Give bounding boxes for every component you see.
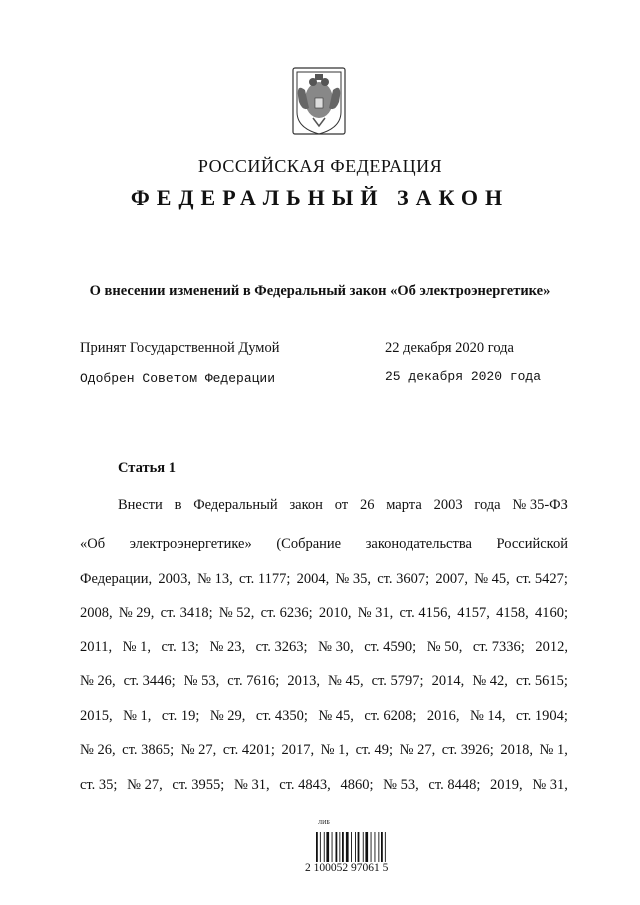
body-word: ст. 3263;: [255, 639, 308, 655]
body-word: ст. 7616;: [227, 673, 280, 689]
law-subject: О внесении изменений в Федеральный закон «Об электроэнергетике»: [89, 283, 551, 299]
body-word: № 29,: [209, 708, 246, 724]
body-word: ст. 3607;: [377, 571, 430, 587]
body-word: № 23,: [209, 639, 246, 655]
body-line: [80, 777, 568, 794]
body-word: № 27,: [399, 742, 436, 758]
body-word: ст. 8448;: [428, 777, 481, 793]
body-word: 2007,: [435, 571, 468, 587]
body-word: ст. 7336;: [472, 639, 525, 655]
body-word: № 27,: [127, 777, 163, 793]
body-word: ст. 35;: [80, 777, 118, 793]
body-word: 2010,: [318, 605, 352, 621]
body-word: 26: [359, 497, 375, 513]
country-title: РОССИЙСКАЯ ФЕДЕРАЦИЯ: [197, 156, 443, 176]
body-word: № 50,: [426, 639, 463, 655]
body-word: № 31,: [357, 605, 394, 621]
body-word: № 30,: [318, 639, 354, 655]
body-word: ст. 1177;: [238, 571, 291, 587]
body-word: Российской: [496, 536, 568, 552]
body-word: 2012,: [535, 639, 568, 655]
barcode-bar: [326, 832, 329, 862]
body-word: ст. 6208;: [364, 708, 417, 724]
barcode-bar: [346, 832, 349, 862]
body-word: № 31,: [234, 777, 270, 793]
body-word: 4158,: [496, 605, 529, 621]
body-word: № 1,: [123, 708, 152, 724]
body-word: № 26,: [80, 673, 116, 689]
body-word: ст. 19;: [161, 708, 200, 724]
body-word: № 53,: [183, 673, 220, 689]
barcode-mark: ЛИБ: [318, 820, 330, 826]
body-word: ст. 3446;: [123, 673, 176, 689]
body-word: 2016,: [426, 708, 460, 724]
body-word: ст. 4201;: [222, 742, 275, 758]
barcode-bar: [355, 832, 356, 862]
article-title: Статья 1: [118, 460, 176, 476]
barcode-bar: [320, 832, 321, 862]
barcode-bar: [324, 832, 325, 862]
body-word: ст. 5797;: [371, 673, 424, 689]
body-word: 2019,: [490, 777, 523, 793]
body-word: закон: [289, 497, 323, 513]
body-word: ст. 49;: [355, 742, 394, 758]
body-word: ст. 13;: [161, 639, 199, 655]
law-type-title: ФЕДЕРАЛЬНЫЙ ЗАКОН: [130, 185, 510, 210]
body-word: № 29,: [118, 605, 155, 621]
body-word: 4160;: [534, 605, 568, 621]
body-line: [80, 536, 568, 553]
body-word: № 42,: [472, 673, 508, 689]
body-word: Федеральный: [193, 497, 278, 513]
adopted-by-label: Принят Государственной Думой: [80, 340, 280, 356]
body-word: ст. 3926;: [441, 742, 494, 758]
body-word: ст. 1904;: [516, 708, 568, 724]
body-word: 2017,: [281, 742, 315, 758]
barcode-bar: [336, 832, 338, 862]
body-line: [80, 742, 568, 759]
body-word: ст. 4350;: [255, 708, 308, 724]
body-word: Федерации,: [80, 571, 153, 587]
barcode-bar: [358, 832, 360, 862]
body-word: № 26,: [80, 742, 116, 758]
approved-date: 25 декабря 2020 года: [385, 369, 542, 384]
body-word: 2018,: [500, 742, 533, 758]
body-word: ст. 4590;: [364, 639, 417, 655]
body-word: ст. 6236;: [260, 605, 313, 621]
body-word: № 27,: [180, 742, 217, 758]
body-word: № 13,: [197, 571, 233, 587]
barcode-bar: [316, 832, 318, 862]
body-word: № 45,: [327, 673, 364, 689]
body-word: 2013,: [287, 673, 320, 689]
body-line: [80, 571, 568, 588]
body-line: [118, 497, 568, 514]
barcode-bar: [332, 832, 333, 862]
body-word: № 1,: [539, 742, 568, 758]
approved-by-label: Одобрен Советом Федерации: [80, 371, 276, 386]
body-word: 4860;: [340, 777, 374, 793]
body-word: № 45,: [318, 708, 354, 724]
body-word: 2004,: [296, 571, 330, 587]
body-word: № 31,: [532, 777, 568, 793]
body-word: от: [334, 497, 349, 513]
barcode-bar: [351, 832, 352, 862]
body-word: № 35-ФЗ: [512, 497, 568, 513]
body-word: ст. 5615;: [515, 673, 568, 689]
body-word: № 1,: [320, 742, 349, 758]
adopted-date: 22 декабря 2020 года: [385, 340, 514, 356]
body-line: [80, 673, 568, 690]
body-line: [80, 639, 568, 656]
barcode-bar: [365, 832, 368, 862]
body-word: законодательства: [365, 536, 472, 552]
body-word: электроэнергетике»: [129, 536, 252, 552]
body-word: ст. 5427;: [516, 571, 568, 587]
body-word: 2011,: [80, 639, 113, 655]
body-line: [80, 708, 568, 725]
body-word: № 1,: [122, 639, 151, 655]
barcode-bar: [363, 832, 364, 862]
body-word: 2008,: [80, 605, 113, 621]
barcode-icon: [316, 832, 388, 862]
body-word: ст. 3955;: [172, 777, 225, 793]
body-word: ст. 3418;: [160, 605, 213, 621]
body-word: 2003: [433, 497, 463, 513]
body-line: [80, 605, 568, 622]
body-word: № 53,: [383, 777, 419, 793]
body-word: ст. 4156,: [399, 605, 452, 621]
body-word: 2003,: [158, 571, 191, 587]
coat-of-arms-icon: [285, 62, 353, 140]
barcode-bar: [342, 832, 344, 862]
body-word: ст. 4843,: [279, 777, 331, 793]
body-word: в: [174, 497, 182, 513]
body-word: 2015,: [80, 708, 113, 724]
barcode-bar: [378, 832, 379, 862]
body-word: марта: [386, 497, 422, 513]
body-word: 4157,: [457, 605, 490, 621]
body-word: (Собрание: [276, 536, 342, 552]
body-word: 2014,: [431, 673, 465, 689]
barcode-bar: [385, 832, 386, 862]
body-word: «Об: [80, 536, 106, 552]
barcode-bar: [339, 832, 340, 862]
body-word: № 14,: [469, 708, 506, 724]
barcode-bar: [381, 832, 383, 862]
body-word: № 45,: [474, 571, 510, 587]
body-word: № 35,: [335, 571, 371, 587]
body-word: ст. 3865;: [122, 742, 175, 758]
body-word: года: [474, 497, 501, 513]
barcode-number: 2 100052 97061 5: [305, 862, 389, 874]
barcode-bar: [375, 832, 376, 862]
body-word: Внести: [118, 497, 163, 513]
body-word: № 52,: [218, 605, 255, 621]
barcode-bar: [371, 832, 372, 862]
